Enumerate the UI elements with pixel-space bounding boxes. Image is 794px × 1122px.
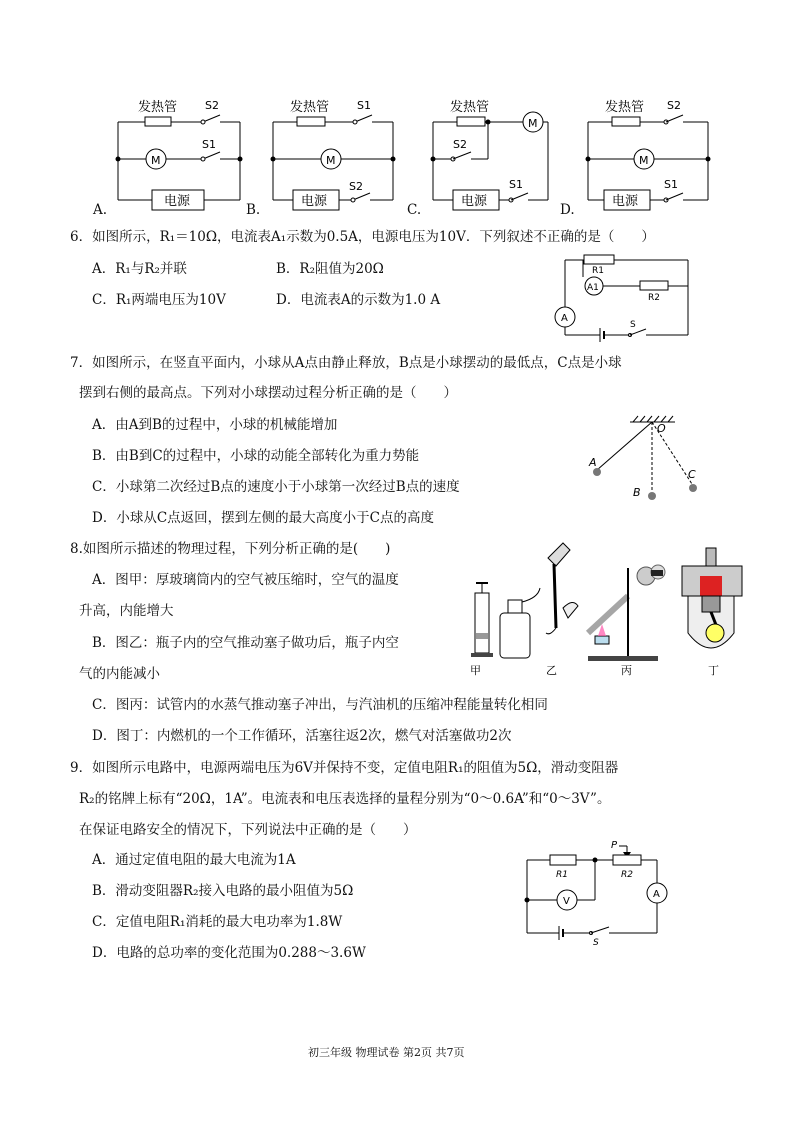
q7-stem-line2: 摆到右侧的最高点。下列对小球摆动过程分析正确的是（ ） (79, 385, 457, 401)
svg-text:电源: 电源 (164, 194, 191, 209)
q8-stem: 8.如图所示描述的物理过程，下列分析正确的是( ) (70, 541, 391, 557)
svg-text:发热管: 发热管 (138, 100, 178, 115)
q7-option-b: B．由B到C的过程中，小球的动能全部转化为重力势能 (92, 448, 420, 464)
svg-text:S1: S1 (664, 178, 678, 191)
svg-text:V: V (563, 896, 570, 907)
q8-option-a-line2: 升高，内能增大 (79, 603, 174, 619)
svg-text:发热管: 发热管 (450, 100, 490, 115)
svg-text:P: P (611, 840, 618, 851)
q6-circuit-figure (550, 255, 695, 345)
q7-option-d: D．小球从C点返回，摆到左侧的最大高度小于C点的高度 (92, 510, 434, 526)
svg-text:甲: 甲 (470, 664, 481, 677)
q8-figures (468, 538, 753, 678)
svg-text:S2: S2 (349, 180, 363, 193)
svg-text:B: B (633, 486, 641, 499)
svg-text:S: S (630, 320, 636, 330)
svg-text:S: S (593, 938, 599, 948)
svg-text:M: M (528, 117, 538, 130)
q8-option-d: D．图丁：内燃机的一个工作循环，活塞往返2次，燃气对活塞做功2次 (92, 728, 512, 744)
svg-text:R1: R1 (556, 870, 568, 880)
q5-circuit-b (245, 95, 405, 220)
q7-option-a: A．由A到B的过程中，小球的机械能增加 (92, 417, 338, 433)
svg-text:S2: S2 (453, 138, 467, 151)
svg-text:O: O (657, 422, 666, 435)
svg-text:A: A (561, 313, 568, 324)
q9-stem-line3: 在保证电路安全的情况下，下列说法中正确的是（ ） (79, 822, 417, 838)
q7-stem-line1: 7．如图所示，在竖直平面内，小球从A点由静止释放，B点是小球摆动的最低点，C点是小球 (70, 355, 622, 371)
svg-text:乙: 乙 (546, 664, 557, 677)
q6-option-b: B．R₂阻值为20Ω (276, 261, 384, 277)
svg-text:C: C (688, 468, 696, 481)
q6-option-c: C．R₁两端电压为10V (92, 292, 226, 308)
q5-option-b-letter: B. (246, 202, 261, 218)
q5-circuit-d (560, 95, 720, 220)
svg-text:发热管: 发热管 (605, 100, 645, 115)
svg-text:A1: A1 (587, 283, 599, 293)
q6-stem: 6．如图所示，R₁＝10Ω，电流表A₁示数为0.5A，电源电压为10V．下列叙述不正确的是（ ） (70, 229, 655, 245)
svg-text:R1: R1 (592, 266, 604, 276)
svg-text:电源: 电源 (461, 194, 488, 209)
q9-option-a: A．通过定值电阻的最大电流为1A (92, 852, 296, 868)
q9-stem-line1: 9．如图所示电路中，电源两端电压为6V并保持不变，定值电阻R₁的阻值为5Ω，滑动变阻器 (70, 760, 619, 776)
svg-text:M: M (639, 154, 649, 167)
q9-option-b: B．滑动变阻器R₂接入电路的最小阻值为5Ω (92, 883, 354, 899)
q9-option-d: D．电路的总功率的变化范围为0.288～3.6W (92, 945, 366, 961)
svg-text:R2: R2 (621, 870, 633, 880)
q7-pendulum-figure (585, 412, 705, 507)
svg-text:丁: 丁 (708, 664, 719, 677)
q6-option-d: D．电流表A的示数为1.0 A (276, 292, 441, 308)
svg-text:M: M (151, 154, 161, 167)
q5-option-c-letter: C. (407, 202, 422, 218)
q5-circuit-a (90, 95, 250, 220)
q8-option-c: C．图丙：试管内的水蒸气推动塞子冲出，与汽油机的压缩冲程能量转化相同 (92, 697, 548, 713)
svg-text:电源: 电源 (612, 194, 639, 209)
q5-circuit-c (405, 95, 565, 220)
q8-option-a-line1: A．图甲：厚玻璃筒内的空气被压缩时，空气的温度 (92, 572, 399, 588)
svg-text:R2: R2 (648, 293, 660, 303)
svg-text:S1: S1 (202, 138, 216, 151)
q9-stem-line2: R₂的铭牌上标有“20Ω，1A”。电流表和电压表选择的量程分别为“0～0.6A”和“0～3V”。 (79, 791, 611, 807)
svg-text:S1: S1 (357, 99, 371, 112)
q5-option-d-letter: D. (560, 202, 575, 218)
svg-text:M: M (326, 154, 336, 167)
q7-option-c: C．小球第二次经过B点的速度小于小球第一次经过B点的速度 (92, 479, 460, 495)
q8-option-b-line1: B．图乙：瓶子内的空气推动塞子做功后，瓶子内空 (92, 635, 399, 651)
svg-text:丙: 丙 (621, 664, 632, 677)
q9-circuit-figure (515, 838, 675, 948)
svg-text:S2: S2 (667, 99, 681, 112)
q9-option-c: C．定值电阻R₁消耗的最大电功率为1.8W (92, 914, 343, 930)
svg-text:电源: 电源 (301, 194, 328, 209)
svg-text:A: A (653, 889, 660, 900)
q8-option-b-line2: 气的内能减小 (79, 666, 160, 682)
page-footer: 初三年级 物理试卷 第2页 共7页 (308, 1046, 465, 1059)
q6-option-a: A．R₁与R₂并联 (92, 261, 187, 277)
svg-text:A: A (589, 456, 597, 469)
svg-text:S1: S1 (509, 178, 523, 191)
svg-text:发热管: 发热管 (290, 100, 330, 115)
svg-text:S2: S2 (205, 99, 219, 112)
q5-option-a-letter: A. (93, 202, 108, 218)
